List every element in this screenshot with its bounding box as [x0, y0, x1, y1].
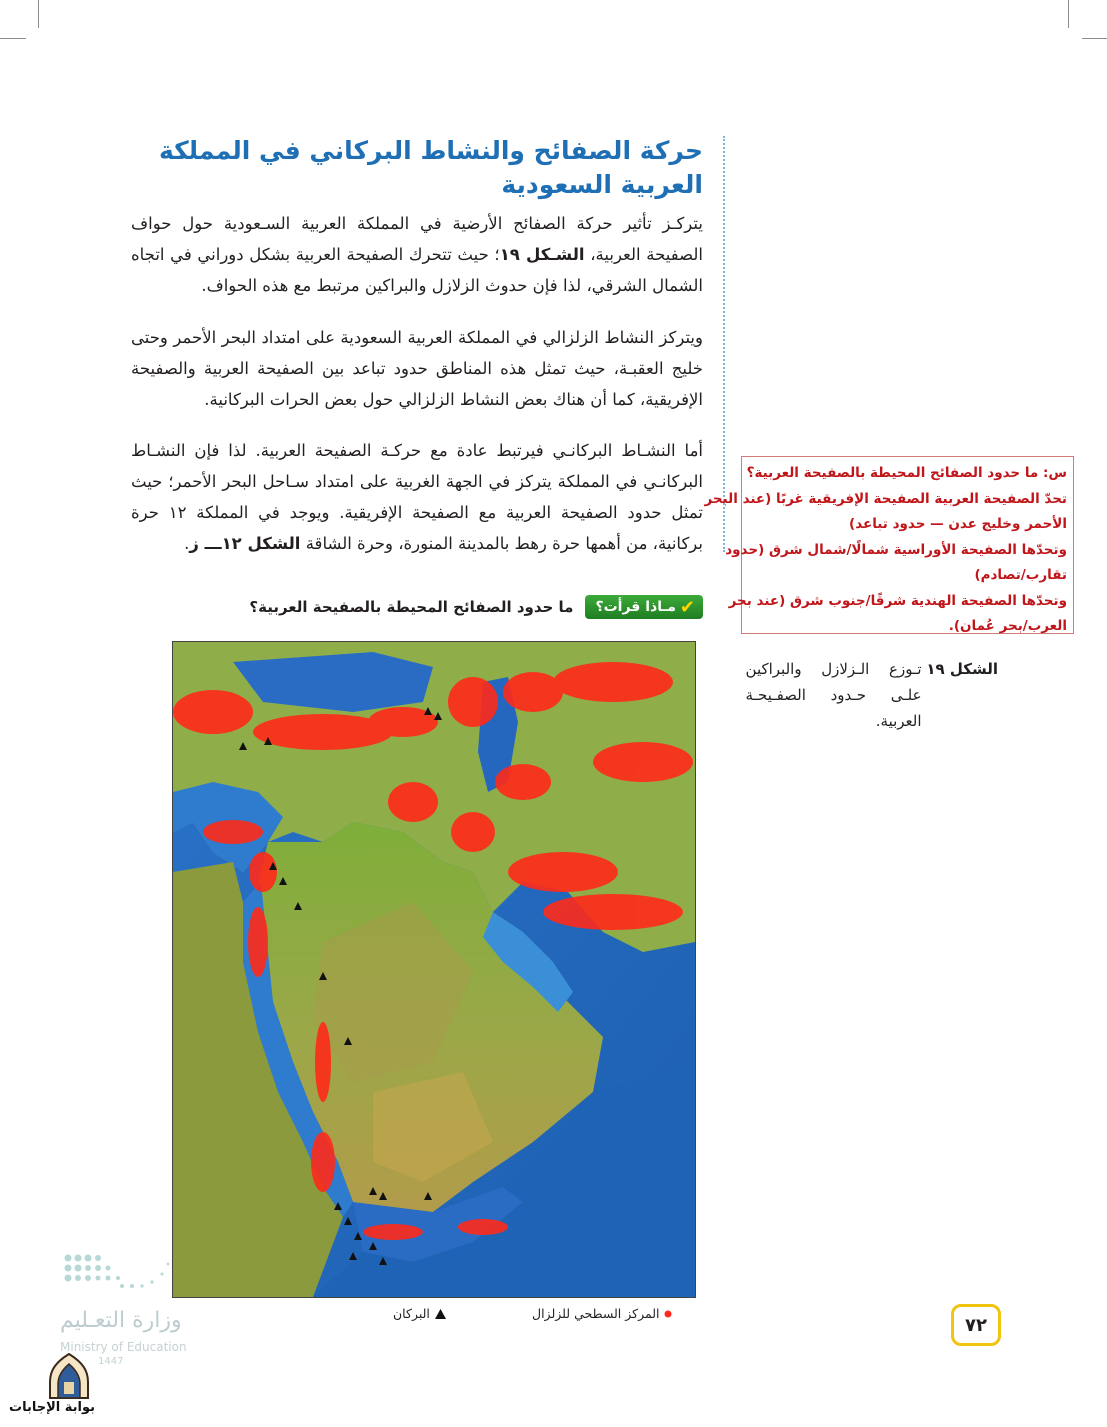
crop-mark: [0, 38, 26, 39]
legend-earthquake: [532, 1306, 672, 1321]
section-heading: [103, 134, 703, 202]
ministry-name-arabic: وزارة التعـليم: [60, 1308, 182, 1333]
reading-check-badge: [585, 595, 703, 619]
seismic-map-figure: [172, 641, 696, 1298]
crop-mark: [38, 0, 39, 28]
legend-earthquake-label: المركز السطحي للزلزال: [532, 1306, 660, 1321]
figure-reference: الشـكل ١٩: [499, 245, 585, 264]
mosque-watermark-icon: [44, 1352, 94, 1400]
reading-check: [249, 592, 703, 622]
paragraph-text: يتركـز تأثير حركة الصفائح الأرضية في المملكة العربية السـعودية حول حواف الصفيحة العربية،: [131, 214, 703, 264]
answer-line: العرب/بحر عُمان).: [948, 618, 1067, 634]
answer-line: تقارب/تصادم): [974, 567, 1067, 583]
crop-mark: [1068, 0, 1069, 28]
ministry-logo-dots-icon: [62, 1252, 174, 1300]
ministry-year: 1447: [98, 1356, 124, 1367]
ministry-name-english: Ministry of Education: [60, 1340, 187, 1354]
heading-line-1: حركة الصفائح والنشاط البركاني في المملكة: [158, 136, 703, 165]
red-dot-icon: [664, 1310, 672, 1318]
reading-check-label: مـاذا قرأت؟: [595, 599, 676, 615]
middle-east-relief-map: [173, 642, 695, 1297]
answer-line: وتحدّها الصفيحة الهندية شرقًا/جنوب شرق (عند بحر: [728, 592, 1067, 609]
checkmark-icon: ✔: [679, 596, 695, 618]
answer-line: س: ما حدود الصفائح المحيطة بالصفيحة العربية؟: [746, 465, 1067, 481]
paragraph-text: .: [184, 534, 190, 553]
answer-line: تحدّ الصفيحة العربية الصفيحة الإفريقية غربًا (عند البحر: [704, 490, 1067, 507]
watermark-text: بوابة الإجابات: [9, 1400, 95, 1415]
figure-caption-label: الشكل ١٩: [926, 660, 998, 678]
page-number: ٧٢: [951, 1304, 1001, 1346]
paragraph-volcanic-activity: [131, 435, 703, 559]
paragraph-seismic-activity: ويتركز النشاط الزلزالي في المملكة العربية السعودية على امتداد البحر الأحمر وحتى خليج العقبـة، حيث تمثل هذه المناطق حدود تباعد بين الصفيحة العربية والصفيحة الإفريقية، كما أن هناك بعض النشاط الزلزالي حول بعض الحرات البركانية.: [131, 328, 703, 409]
paragraph-plate-movement: [131, 208, 703, 301]
heading-line-2: العربية السعودية: [501, 170, 703, 199]
paragraph-text: ؛ حيث تتحرك الصفيحة العربية بشكل دوراني في اتجاه الشمال الشرقي، لذا فإن حدوث الزلازل والبراكين مرتبط مع هذه الحواف.: [131, 245, 703, 295]
black-triangle-icon: [435, 1309, 446, 1319]
answer-line: وتحدّها الصفيحة الأوراسية شمالًا/شمال شرق (حدود: [725, 541, 1067, 558]
legend-volcano: [393, 1306, 446, 1321]
figure-caption: [736, 656, 998, 734]
reading-check-question: ما حدود الصفائح المحيطة بالصفيحة العربية؟: [249, 598, 574, 616]
figure-reference: الشكل ١٢ـــ ز: [189, 534, 301, 553]
paragraph-text: أما النشـاط البركانـي فيرتبط عادة مع حركـة الصفيحة العربية. لذا فإن النشـاط البركانـي في المملكة يتركز في الجهة الغربية على امتداد سـاحل البحر الأحمر؛ حيث تمثل حدود الصفيحة العربية مع الصفيحة الإفريقية. ويوجد في المملكة ١٢ حرة بركانية، من أهمها حرة رهط بالمدينة المنورة، وحرة الشاقة: [131, 441, 703, 553]
crop-mark: [1082, 38, 1107, 39]
answer-line: الأحمر وخليج عدن — حدود تباعد): [849, 516, 1067, 532]
answer-box: [704, 456, 1074, 634]
legend-volcano-label: البركان: [393, 1306, 430, 1321]
figure-caption-text: تـوزع الـزلازل والبراكين علـى حـدود الصفـيحـة العربية.: [745, 660, 922, 730]
